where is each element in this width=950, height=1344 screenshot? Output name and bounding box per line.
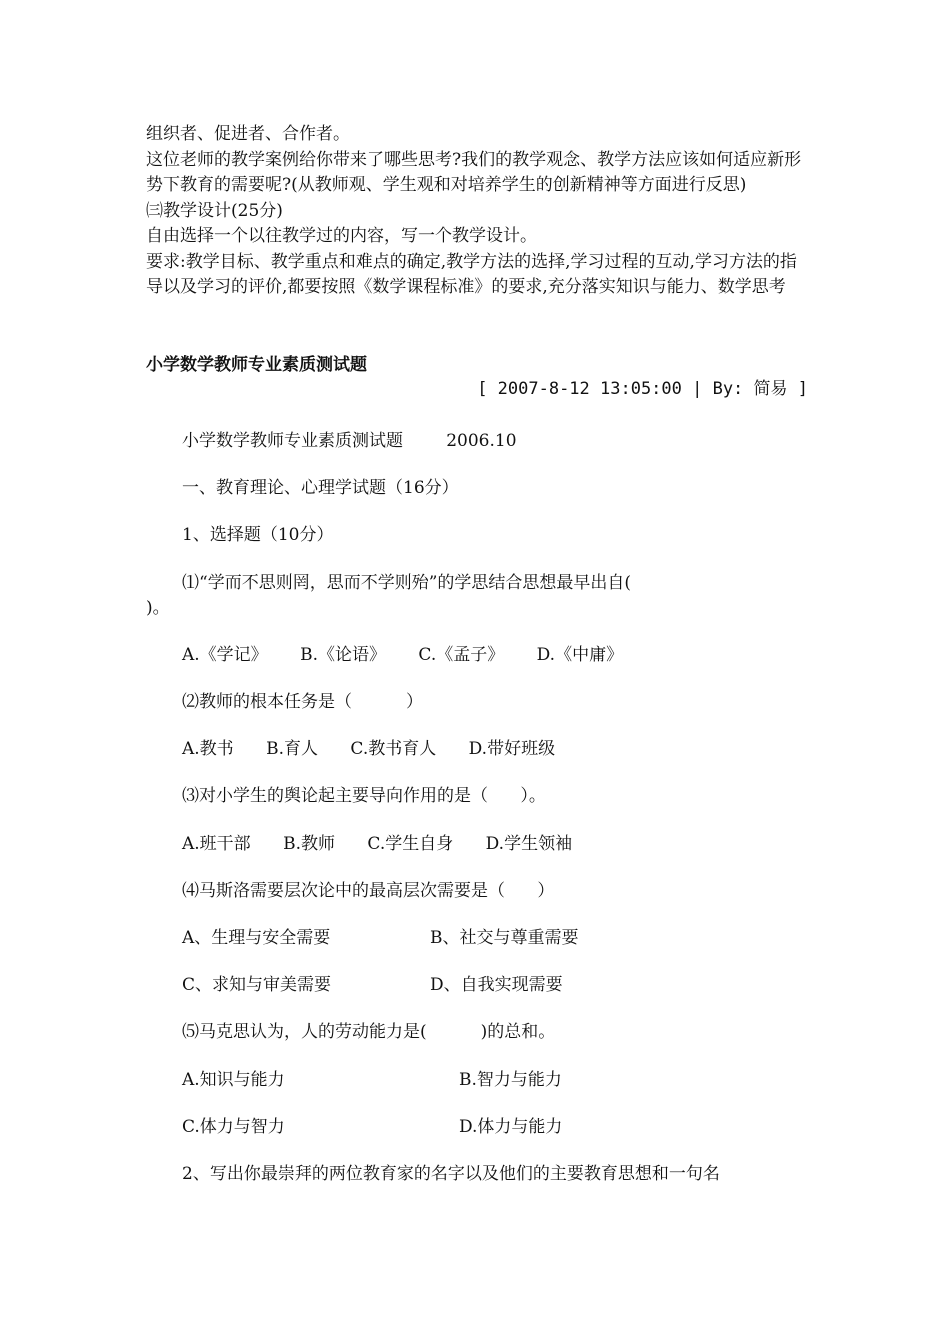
question-1: ⑴“学而不思则罔，思而不学则殆”的学思结合思想最早出自( <box>182 573 632 593</box>
intro-paragraph: 组织者、促进者、合作者。 <box>146 124 350 144</box>
section-heading: 一、教育理论、心理学试题（16分） <box>182 478 459 498</box>
question-4-option-c: C、求知与审美需要 <box>182 975 332 995</box>
question-5-option-c: C.体力与智力 <box>182 1117 285 1137</box>
subsection-heading: 2、写出你最崇拜的两位教育家的名字以及他们的主要教育思想和一句名 <box>182 1164 720 1184</box>
exam-heading: 小学数学教师专业素质测试题 2006.10 <box>182 431 517 451</box>
intro-paragraph: ㈢教学设计(25分) <box>146 200 283 221</box>
question-2: ⑵教师的根本任务是（ ） <box>182 692 424 712</box>
question-5-option-a: A.知识与能力 <box>182 1070 285 1090</box>
question-4-option-a: A、生理与安全需要 <box>182 928 331 948</box>
question-3-options: A.班干部 B.教师 C.学生自身 D.学生领袖 <box>182 834 573 854</box>
question-1-options: A.《学记》 B.《论语》 C.《孟子》 D.《中庸》 <box>182 645 624 665</box>
question-2-options: A.教书 B.育人 C.教书育人 D.带好班级 <box>182 739 556 759</box>
intro-text <box>146 122 810 301</box>
question-5-option-b: B.智力与能力 <box>459 1070 562 1090</box>
article-meta: [ 2007-8-12 13:05:00 | By: 简易 ] <box>477 379 808 399</box>
subsection-heading: 1、选择题（10分） <box>182 525 334 545</box>
question-3: ⑶对小学生的舆论起主要导向作用的是（ ）。 <box>182 786 546 806</box>
question-4-option-b: B、社交与尊重需要 <box>430 928 579 948</box>
article-title: 小学数学教师专业素质测试题 <box>146 355 367 375</box>
intro-paragraph: 要求:教学目标、教学重点和难点的确定,教学方法的选择,学习过程的互动,学习方法的指导以及学习的评价,都要按照《数学课程标准》的要求,充分落实知识与能力、数学思考 <box>146 251 797 297</box>
question-1-continuation: )。 <box>146 598 170 618</box>
question-4-option-d: D、自我实现需要 <box>430 975 563 995</box>
intro-paragraph: 这位老师的教学案例给你带来了哪些思考?我们的教学观念、教学方法应该如何适应新形势下教育的需要呢?(从教师观、学生观和对培养学生的创新精神等方面进行反思) <box>146 149 802 195</box>
intro-paragraph: 自由选择一个以往教学过的内容，写一个教学设计。 <box>146 226 537 246</box>
question-4: ⑷马斯洛需要层次论中的最高层次需要是（ ） <box>182 881 555 901</box>
question-5-option-d: D.体力与能力 <box>459 1117 563 1137</box>
question-5: ⑸马克思认为，人的劳动能力是( )的总和。 <box>182 1022 556 1042</box>
